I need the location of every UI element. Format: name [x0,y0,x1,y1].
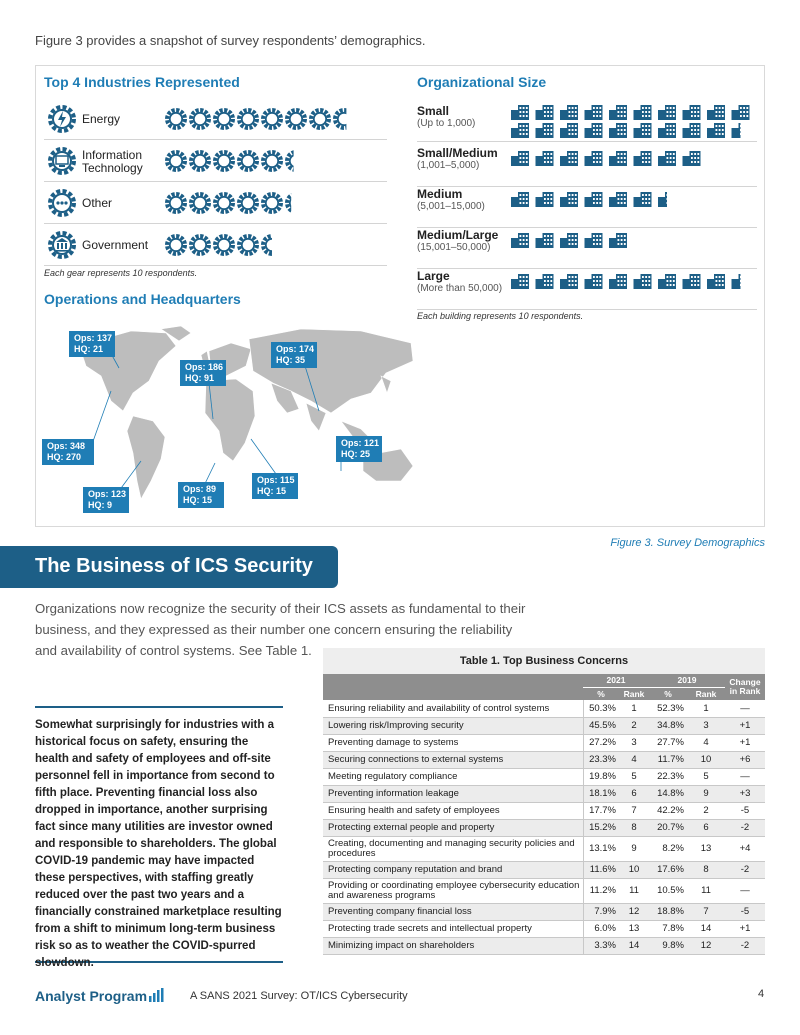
callout-middle-east [252,473,298,499]
org-size-range: (5,001–15,000) [417,201,485,212]
callout-south-america [83,487,129,513]
footer-subtitle: A SANS 2021 Survey: OT/ICS Cybersecurity [190,990,408,1002]
concern-cell: Preventing damage to systems [323,734,583,751]
callout-ops: Ops: 348 [47,441,86,451]
pull-quote [35,706,283,969]
concern-cell: Preventing information leakage [323,785,583,802]
building-row-small [509,104,757,138]
rank-2021-cell: 6 [619,785,649,802]
callout-africa [178,482,224,508]
change-cell: +1 [725,717,765,734]
table-row [323,937,765,954]
page-number: 4 [758,988,765,1000]
change-cell: — [725,768,765,785]
building-icon [609,151,627,166]
building-icon [658,192,676,207]
org-row-large [417,269,757,310]
header-blank [323,687,583,700]
callout-ops: Ops: 89 [183,484,217,494]
rank-2019-cell: 6 [687,819,725,836]
change-cell: — [725,700,765,717]
header-year-2021: 2021 [583,674,649,687]
figure-caption: Figure 3. Survey Demographics [610,537,765,549]
table-row [323,878,765,903]
gear-icon [239,110,257,128]
gear-row-other [164,191,379,215]
building-legend-note: Each building represents 10 respondents. [417,311,584,321]
header-blank [323,674,583,687]
gear-icon [311,110,329,128]
building-icon [658,123,676,138]
table-row [323,903,765,920]
table-row [323,861,765,878]
pct-2021-cell: 45.5% [583,717,619,734]
table-row [323,768,765,785]
callout-ops: Ops: 121 [341,438,380,448]
building-icon [511,233,529,248]
callout-hq: HQ: 25 [341,449,371,459]
bar-chart-icon [149,988,165,1002]
table-body [323,700,765,954]
pct-2019-cell: 7.8% [649,920,687,937]
gear-row-energy [164,107,379,131]
pct-2019-cell: 34.8% [649,717,687,734]
org-size-name: Small [417,104,450,118]
concern-cell: Ensuring health and safety of employees [323,802,583,819]
gear-icon [191,110,209,128]
pct-2019-cell: 9.8% [649,937,687,954]
rank-2019-cell: 1 [687,700,725,717]
building-icon [683,123,701,138]
pct-2021-cell: 15.2% [583,819,619,836]
computer-gear-icon [46,145,78,177]
pct-2021-cell: 50.3% [583,700,619,717]
callout-ops: Ops: 186 [185,362,224,372]
callout-hq: HQ: 35 [276,355,306,365]
concern-cell: Minimizing impact on shareholders [323,937,583,954]
org-row-medium [417,187,757,228]
table-row [323,836,765,861]
pct-2019-cell: 17.6% [649,861,687,878]
org-row-medium-large [417,228,757,269]
change-cell: -5 [725,802,765,819]
gear-icon [191,194,209,212]
change-cell: -2 [725,819,765,836]
change-cell: +1 [725,920,765,937]
building-icon [511,123,529,138]
building-icon [707,274,725,289]
building-icon [634,123,652,138]
operations-title: Operations and Headquarters [44,291,241,307]
building-icon [511,274,529,289]
rank-2021-cell: 5 [619,768,649,785]
industry-label: Information Technology [82,148,143,175]
footer-brand: Analyst Program [35,988,148,1004]
rank-2019-cell: 10 [687,751,725,768]
gear-legend-note: Each gear represents 10 respondents. [44,268,198,278]
building-icon [560,105,578,120]
change-cell: -2 [725,937,765,954]
callout-europe [180,360,226,386]
pull-quote-text: Somewhat surprisingly for industries with a historical focus on safety, ensuring the health and safety of employees and off-site personnel fell in importance from second to fifth place. Preventing financial loss also dropped in importance, another surprising fact since many utilities are investor owned and responsible to shareholders. The global COVID-19 pandemic may have impacted these perspectives, with staffing greatly reduced over the past two years and a financially constrained marketplace resulting from a shift to minimum long-term business risk so as to weather the COVID-spurred slowdown. [35,719,282,969]
gear-row-it [164,149,379,173]
header-rank-2019: Rank [687,687,725,700]
building-icon [560,233,578,248]
rank-2021-cell: 8 [619,819,649,836]
rank-2021-cell: 9 [619,836,649,861]
building-icon [658,151,676,166]
gear-icon [215,236,233,254]
rank-2021-cell: 1 [619,700,649,717]
callout-hq: HQ: 91 [185,373,215,383]
pct-2021-cell: 11.2% [583,878,619,903]
pct-2019-cell: 27.7% [649,734,687,751]
industry-label: Other [82,196,113,210]
pct-2021-cell: 3.3% [583,937,619,954]
industry-row-government [44,224,387,266]
gear-icon [263,236,281,254]
table-row [323,802,765,819]
rank-2021-cell: 4 [619,751,649,768]
building-icon [634,151,652,166]
building-icon [707,105,725,120]
org-size-title: Organizational Size [417,74,547,90]
building-icon [658,105,676,120]
rank-2019-cell: 2 [687,802,725,819]
rank-2021-cell: 3 [619,734,649,751]
body-paragraph: Organizations now recognize the security of their ICS assets as fundamental to their business, and they expressed as their number one concern ensuring the reliability and availability of control systems. See Table 1. [35,601,526,658]
rank-2021-cell: 13 [619,920,649,937]
building-icon [683,151,701,166]
rank-2021-cell: 14 [619,937,649,954]
table-row [323,734,765,751]
rank-2019-cell: 9 [687,785,725,802]
section-banner [0,546,338,588]
change-cell: +6 [725,751,765,768]
header-change: Change in Rank [725,674,765,700]
rank-2021-cell: 10 [619,861,649,878]
header-pct-2019: % [649,687,687,700]
rank-2021-cell: 12 [619,903,649,920]
change-cell: -2 [725,861,765,878]
rank-2019-cell: 14 [687,920,725,937]
callout-north-america-west [69,331,115,357]
callout-hq: HQ: 270 [47,452,82,462]
gear-icon [167,110,185,128]
building-icon [585,123,603,138]
callout-ops: Ops: 123 [88,489,127,499]
table-row [323,717,765,734]
building-icon [560,274,578,289]
concern-cell: Protecting company reputation and brand [323,861,583,878]
gear-icon [167,194,185,212]
table-row [323,920,765,937]
change-cell: +1 [725,734,765,751]
section-title: The Business of ICS Security [35,555,313,577]
pct-2019-cell: 18.8% [649,903,687,920]
rank-2019-cell: 12 [687,937,725,954]
building-icon [634,105,652,120]
dots-gear-icon [46,187,78,219]
building-icon [609,274,627,289]
gear-icon [263,152,281,170]
rank-2021-cell: 2 [619,717,649,734]
concern-cell: Creating, documenting and managing security policies and procedures [323,836,583,861]
header-year-2019: 2019 [649,674,725,687]
org-row-small [417,104,757,142]
org-size-name: Medium [417,187,463,201]
pct-2021-cell: 6.0% [583,920,619,937]
rank-2021-cell: 11 [619,878,649,903]
header-rank-2021: Rank [619,687,649,700]
building-icon [536,274,554,289]
pct-2019-cell: 8.2% [649,836,687,861]
gear-icon [215,152,233,170]
building-icon [585,151,603,166]
gear-icon [287,152,305,170]
concern-cell: Lowering risk/Improving security [323,717,583,734]
change-cell: — [725,878,765,903]
org-size-name: Small/Medium [417,146,498,160]
gear-icon [167,236,185,254]
building-icon [585,274,603,289]
org-size-name: Medium/Large [417,228,499,242]
building-icon [707,123,725,138]
rank-2019-cell: 8 [687,861,725,878]
callout-hq: HQ: 9 [88,500,113,510]
building-icon [732,123,750,138]
change-cell: +3 [725,785,765,802]
government-building-gear-icon [46,229,78,261]
building-icon [536,151,554,166]
building-icon [609,105,627,120]
concern-cell: Protecting trade secrets and intellectual property [323,920,583,937]
change-cell: +4 [725,836,765,861]
callout-hq: HQ: 15 [183,495,213,505]
building-icon [585,233,603,248]
table-row [323,751,765,768]
concern-cell: Meeting regulatory compliance [323,768,583,785]
building-icon [536,123,554,138]
org-size-range: (1,001–5,000) [417,160,480,171]
pct-2021-cell: 23.3% [583,751,619,768]
gear-icon [215,110,233,128]
callout-hq: HQ: 15 [257,486,287,496]
building-icon [732,274,750,289]
industry-row-it [44,140,387,182]
concern-cell: Ensuring reliability and availability of control systems [323,700,583,717]
building-row-large [509,273,757,307]
concern-cell: Securing connections to external systems [323,751,583,768]
building-icon [609,123,627,138]
building-icon [609,192,627,207]
industry-label: Energy [82,112,121,126]
org-row-small-medium [417,146,757,187]
pct-2019-cell: 52.3% [649,700,687,717]
callout-ops: Ops: 115 [257,475,295,485]
change-cell: -5 [725,903,765,920]
table-row [323,819,765,836]
building-icon [536,105,554,120]
building-icon [560,192,578,207]
pct-2021-cell: 11.6% [583,861,619,878]
pct-2019-cell: 14.8% [649,785,687,802]
building-icon [585,192,603,207]
pct-2019-cell: 20.7% [649,819,687,836]
gear-icon [239,236,257,254]
gear-icon [239,152,257,170]
building-icon [511,151,529,166]
building-icon [609,233,627,248]
pct-2021-cell: 18.1% [583,785,619,802]
gear-icon [239,194,257,212]
concern-cell: Preventing company financial loss [323,903,583,920]
intro-text: Figure 3 provides a snapshot of survey respondents’ demographics. [35,33,426,48]
gear-icon [335,110,353,128]
callout-ops: Ops: 174 [276,344,315,354]
rank-2019-cell: 7 [687,903,725,920]
gear-icon [191,152,209,170]
table-grid [323,674,765,955]
pct-2019-cell: 22.3% [649,768,687,785]
org-size-range: (More than 50,000) [417,283,503,294]
org-size-range: (15,001–50,000) [417,242,491,253]
pct-2019-cell: 10.5% [649,878,687,903]
pct-2019-cell: 11.7% [649,751,687,768]
building-icon [732,105,750,120]
concern-cell: Protecting external people and property [323,819,583,836]
pct-2021-cell: 13.1% [583,836,619,861]
callout-ops: Ops: 137 [74,333,113,343]
business-concerns-table [323,648,765,955]
gear-icon [215,194,233,212]
concern-cell: Providing or coordinating employee cybersecurity education and awareness programs [323,878,583,903]
org-size-name: Large [417,269,450,283]
building-row-medium [509,191,757,225]
building-icon [683,274,701,289]
rank-2019-cell: 11 [687,878,725,903]
callout-oceania [336,436,382,462]
callout-hq: HQ: 21 [74,344,104,354]
rank-2019-cell: 13 [687,836,725,861]
rank-2019-cell: 3 [687,717,725,734]
pct-2021-cell: 7.9% [583,903,619,920]
industry-row-energy [44,98,387,140]
pct-2021-cell: 17.7% [583,802,619,819]
header-pct-2021: % [583,687,619,700]
building-icon [560,123,578,138]
building-icon [560,151,578,166]
table-row [323,785,765,802]
org-size-range: (Up to 1,000) [417,118,476,129]
pct-2021-cell: 19.8% [583,768,619,785]
survey-demographics-figure [35,65,765,527]
building-icon [511,105,529,120]
table-title: Table 1. Top Business Concerns [323,648,765,674]
industry-row-other [44,182,387,224]
building-icon [536,233,554,248]
gear-row-government [164,233,379,257]
building-icon [634,192,652,207]
building-icon [683,105,701,120]
building-icon [536,192,554,207]
lightning-gear-icon [46,103,78,135]
industry-label: Government [82,238,149,252]
building-icon [658,274,676,289]
gear-icon [287,110,305,128]
building-icon [511,192,529,207]
callout-north-america [42,439,94,465]
table-row [323,700,765,717]
pct-2019-cell: 42.2% [649,802,687,819]
callout-asia [271,342,317,368]
gear-icon [263,110,281,128]
industries-title: Top 4 Industries Represented [44,74,240,90]
gear-icon [287,194,305,212]
rank-2021-cell: 7 [619,802,649,819]
building-icon [585,105,603,120]
rank-2019-cell: 4 [687,734,725,751]
gear-icon [191,236,209,254]
building-icon [634,274,652,289]
building-row-medium-large [509,232,757,266]
gear-icon [263,194,281,212]
gear-icon [167,152,185,170]
pct-2021-cell: 27.2% [583,734,619,751]
rank-2019-cell: 5 [687,768,725,785]
building-row-small-medium [509,150,757,184]
